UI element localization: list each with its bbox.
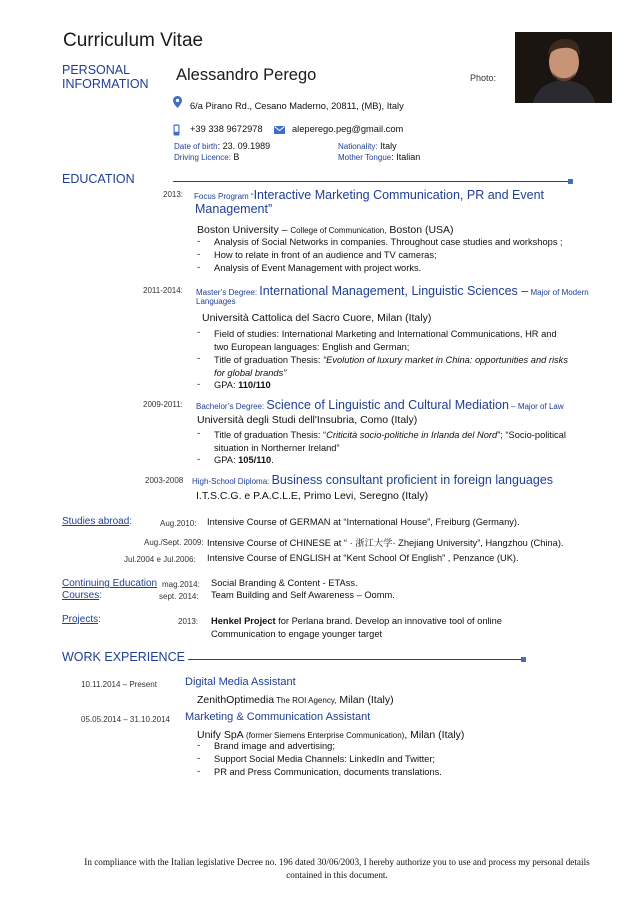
- course-date: Aug./Sept. 2009:: [144, 538, 204, 547]
- email-address: aleperego.peg@gmail.com: [292, 124, 404, 134]
- course-date: Jul.2004 e Jul.2006:: [124, 555, 196, 564]
- projects-label: Projects:: [62, 614, 101, 625]
- list-item: GPA: 110/110: [214, 380, 271, 390]
- profile-photo-image: [515, 32, 612, 103]
- nationality: Nationality: Italy: [338, 141, 397, 151]
- list-item: GPA: 105/110.: [214, 455, 274, 465]
- bullet-dash: -: [197, 236, 201, 247]
- list-item: Title of graduation Thesis: “Criticità socio-politiche in Irlanda del Nord”; “Socio-political situation in Northerner Ireland”: [214, 430, 566, 453]
- section-rule-square: [521, 657, 526, 662]
- education-title: High-School Diploma: Business consultant proficient in foreign languages: [192, 473, 554, 487]
- bullet-dash: -: [197, 766, 201, 777]
- education-school: Boston University – College of Communication, Boston (USA): [197, 224, 454, 236]
- bullet-dash: -: [197, 428, 201, 439]
- mother-tongue: Mother Tongue: Italian: [338, 152, 421, 162]
- education-school: Università degli Studi dell'Insubria, Como (Italy): [197, 414, 418, 426]
- privacy-footer: In compliance with the Italian legislative Decree no. 196 dated 30/06/2003, I hereby authorize you to use and process my personal details contained in this document.: [84, 857, 590, 880]
- work-experience-heading: WORK EXPERIENCE: [62, 650, 185, 664]
- education-title: Bachelor’s Degree: Science of Linguistic and Cultural Mediation – Major of Law: [196, 398, 564, 412]
- list-item: Field of studies: International Marketing and International Communications, HR and two European languages: English and German;: [214, 329, 557, 352]
- bullet-dash: -: [197, 249, 201, 260]
- bullet-dash: -: [197, 753, 201, 764]
- bullet-dash: -: [197, 353, 201, 364]
- course-date: mag.2014:: [162, 580, 200, 589]
- project-date: 2013:: [178, 617, 199, 626]
- course-text: Intensive Course of ENGLISH at “Kent School Of English” , Penzance (UK).: [207, 553, 519, 563]
- page-title: Curriculum Vitae: [63, 30, 204, 51]
- education-date: 2013:: [163, 190, 184, 199]
- continuing-education-label: Continuing Education Courses:: [62, 578, 158, 601]
- education-school: I.T.S.C.G. e P.A.C.L.E, Primo Levi, Seregno (Italy): [196, 490, 429, 502]
- work-date: 10.11.2014 – Present: [81, 680, 157, 689]
- list-item: Analysis of Social Networks in companies. Throughout case studies and workshops ;: [214, 237, 563, 247]
- work-company: ZenithOptimedia The ROI Agency, Milan (Italy): [197, 694, 394, 706]
- work-role: Marketing & Communication Assistant: [185, 711, 371, 723]
- profile-photo: [515, 32, 612, 103]
- course-text: Team Building and Self Awareness – Oomm.: [211, 590, 395, 600]
- list-item: Support Social Media Channels: LinkedIn and Twitter;: [214, 754, 436, 764]
- list-item: How to relate in front of an audience and TV cameras;: [214, 250, 437, 260]
- list-item: Analysis of Event Management with project works.: [214, 263, 422, 273]
- education-date: 2011-2014:: [143, 286, 183, 295]
- work-company: Unify SpA (former Siemens Enterprise Communication), Milan (Italy): [197, 729, 465, 741]
- course-date: Aug.2010:: [160, 519, 197, 528]
- section-rule: [188, 659, 521, 660]
- phone-icon: [173, 124, 180, 136]
- list-item: Title of graduation Thesis: “Evolution of luxury market in China: opportunities and risks for global brands”: [214, 355, 568, 378]
- section-rule-square: [568, 179, 573, 184]
- phone-number: +39 338 9672978: [190, 124, 263, 134]
- course-text: Intensive Course of GERMAN at “International House”, Freiburg (Germany).: [207, 517, 520, 527]
- photo-label: Photo:: [470, 73, 497, 83]
- education-title: Master’s Degree: International Management, Linguistic Sciences – Major of Modern: [196, 284, 589, 298]
- bullet-dash: -: [197, 262, 201, 273]
- driving-licence: Driving Licence: B: [174, 152, 240, 162]
- course-date: sept. 2014:: [159, 592, 199, 601]
- work-date: 05.05.2014 – 31.10.2014: [81, 715, 170, 724]
- education-title: Focus Program “Interactive Marketing Communication, PR and Event: [194, 188, 544, 202]
- education-date: 2009-2011:: [143, 400, 183, 409]
- list-item: Brand image and advertising;: [214, 741, 335, 751]
- bullet-dash: -: [197, 327, 201, 338]
- section-rule: [173, 181, 568, 182]
- course-text: Social Branding & Content - ETAss.: [211, 578, 358, 588]
- education-heading: EDUCATION: [62, 172, 135, 186]
- work-role: Digital Media Assistant: [185, 676, 296, 688]
- education-title-cont: Management”: [195, 202, 273, 216]
- address: 6/a Pirano Rd., Cesano Maderno, 20811, (MB), Italy: [190, 101, 404, 111]
- bullet-dash: -: [197, 740, 201, 751]
- date-of-birth: Date of birth: 23. 09.1989: [174, 141, 271, 151]
- project-text: Henkel Project for Perlana brand. Develop an innovative tool of online Communication to engage younger target: [211, 616, 502, 639]
- studies-abroad-label: Studies abroad:: [62, 516, 133, 527]
- envelope-icon: [274, 126, 285, 134]
- course-text: Intensive Course of CHINESE at “ · 浙江大学· Zhejiang University”, Hangzhou (China).: [207, 538, 564, 548]
- bullet-dash: -: [197, 379, 201, 390]
- list-item: PR and Press Communication, documents translations.: [214, 767, 442, 777]
- personal-heading: PERSONAL INFORMATION: [62, 63, 149, 91]
- education-title-cont: Languages: [196, 297, 236, 306]
- person-name: Alessandro Perego: [176, 66, 317, 84]
- education-school: Università Cattolica del Sacro Cuore, Milan (Italy): [202, 312, 432, 324]
- bullet-dash: -: [197, 454, 201, 465]
- location-pin-icon: [173, 96, 182, 108]
- education-date: 2003-2008: [145, 476, 184, 485]
